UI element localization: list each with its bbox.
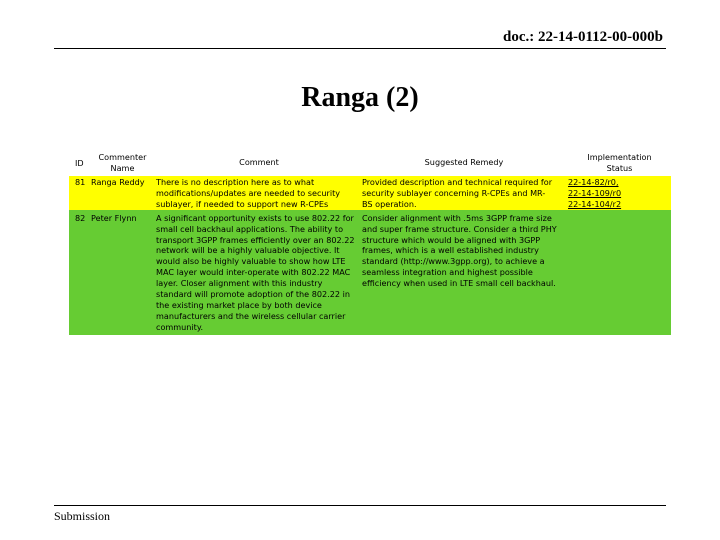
table-row — [69, 210, 671, 335]
row-implementation-status — [566, 213, 671, 333]
header-commenter-line1: Commenter — [98, 152, 147, 162]
remedy-line: BS operation. — [362, 198, 417, 209]
header-status-line1: Implementation — [587, 152, 652, 162]
header-implementation-status — [566, 150, 671, 176]
footer-rule — [54, 505, 666, 506]
header-id: ID — [75, 158, 84, 168]
header-commenter-name — [89, 150, 156, 176]
row-suggested-remedy — [362, 177, 566, 210]
remedy-line: structure which would be aligned with 3GPP — [362, 234, 541, 245]
table-row — [69, 176, 671, 210]
remedy-line: and super frame structure. Consider a third PHY — [362, 223, 557, 234]
row-commenter-name: Ranga Reddy — [91, 177, 145, 187]
comment-line: MAC layer would inter-operate with 802.22 MAC — [156, 267, 351, 278]
comment-line: There is no description here as to what — [156, 177, 315, 187]
comment-line: small cell backhaul applications. The ability to — [156, 223, 344, 234]
comment-line: modifications/updates are needed to security — [156, 187, 341, 198]
table-header-row — [69, 150, 671, 176]
header-status-line2: Status — [606, 162, 633, 173]
header-rule — [54, 48, 666, 49]
status-link[interactable]: 22-14-104/r2 — [568, 198, 622, 209]
row-commenter-name: Peter Flynn — [91, 212, 137, 223]
row-comment — [156, 177, 362, 210]
comment-line: would also be highly valuable to show how LTE — [156, 256, 346, 267]
header-suggested-remedy: Suggested Remedy — [424, 157, 504, 167]
remedy-line: Consider alignment with .5ms 3GPP frame size — [362, 212, 552, 223]
header-commenter-line2: Name — [110, 162, 135, 173]
comment-line: transport 3GPP frames efficiently over an 802.22 — [156, 234, 355, 245]
row-comment — [156, 213, 362, 333]
comment-line: community. — [156, 321, 204, 332]
comment-line: manufacturers and the wireless cellular carrier — [156, 310, 346, 321]
comment-line: the existing market place by both device — [156, 299, 322, 310]
row-id: 81 — [75, 177, 86, 187]
comment-line: A significant opportunity exists to use 802.22 for — [156, 212, 354, 223]
header-comment: Comment — [239, 157, 279, 167]
remedy-line: standard (http://www.3gpp.org), to achieve a — [362, 256, 545, 267]
comment-line: layer. Closer alignment with this industry — [156, 278, 323, 289]
comment-line: sublayer, if needed to support new R-CPEs — [156, 198, 329, 209]
remedy-line: seamless integration and highest possible — [362, 267, 533, 278]
row-id: 82 — [75, 212, 86, 223]
slide-title: Ranga (2) — [301, 82, 419, 113]
remedy-line: efficiency when used in LTE small cell backhaul. — [362, 278, 556, 289]
comment-line: standard will promote adoption of the 802.22 in — [156, 289, 350, 300]
status-link[interactable]: 22-14-82/r0, — [568, 177, 619, 187]
footer-submission: Submission — [54, 509, 111, 523]
comment-table — [69, 150, 671, 335]
status-link[interactable]: 22-14-109/r0 — [568, 187, 622, 198]
remedy-line: frames, which is a well established industry — [362, 245, 539, 256]
comment-line: network will be a highly valuable objective. It — [156, 245, 340, 256]
row-implementation-status — [566, 177, 671, 210]
remedy-line: Provided description and technical required for — [362, 177, 553, 187]
row-suggested-remedy — [362, 213, 566, 333]
document-id: doc.: 22-14-0112-00-000b — [503, 29, 663, 45]
remedy-line: security sublayer concerning R-CPEs and MR- — [362, 187, 546, 198]
